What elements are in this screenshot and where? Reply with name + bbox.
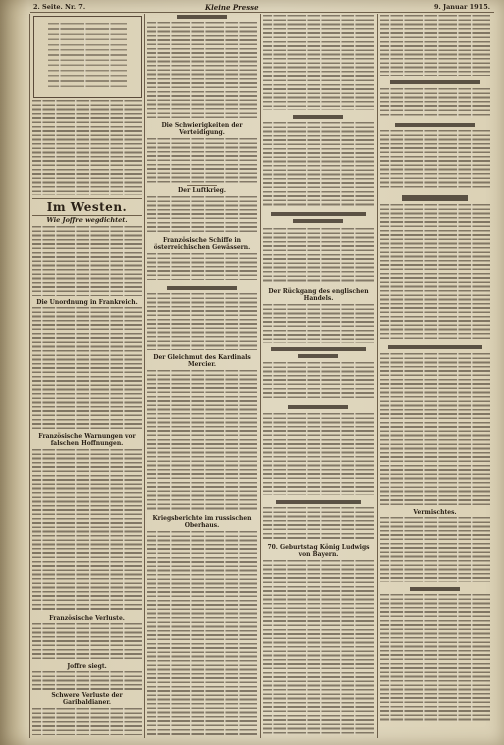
article-heading: Die Schwierigkeiten der Verteidigung. bbox=[161, 122, 243, 136]
article-heading bbox=[410, 587, 460, 591]
article-text bbox=[263, 560, 374, 735]
header-rule bbox=[30, 12, 494, 13]
article-text bbox=[380, 15, 490, 76]
article-text bbox=[32, 449, 142, 611]
article-text bbox=[147, 253, 257, 280]
article-text bbox=[380, 88, 490, 118]
article-text bbox=[32, 100, 142, 195]
article-text bbox=[32, 708, 142, 735]
poem-box bbox=[33, 16, 142, 98]
article-heading: Der Gleichmut des Kardinals Mercier. bbox=[153, 354, 251, 368]
article-heading bbox=[298, 354, 338, 358]
column-rule bbox=[144, 14, 145, 738]
column-rule bbox=[29, 14, 30, 738]
article-text bbox=[147, 370, 257, 511]
issue-date: 9. Januar 1915. bbox=[433, 3, 490, 11]
column-rule bbox=[260, 14, 261, 738]
article-text bbox=[263, 362, 374, 400]
article-heading: 70. Geburtstag König Ludwigs von Bayern. bbox=[267, 544, 370, 558]
article-text bbox=[263, 413, 374, 495]
article-text bbox=[147, 22, 257, 118]
article-heading: Der Luftkrieg. bbox=[178, 187, 226, 194]
article-separator bbox=[187, 185, 217, 186]
article-text bbox=[147, 138, 257, 183]
article-heading bbox=[395, 123, 475, 127]
article-heading: Schwere Verluste der Garibaldianer. bbox=[51, 692, 123, 706]
article-heading bbox=[288, 405, 348, 409]
article-heading: Die Unordnung in Frankreich. bbox=[36, 299, 138, 306]
section-rule bbox=[32, 198, 142, 199]
poem-text bbox=[48, 23, 127, 89]
column-rule bbox=[377, 14, 378, 738]
article-text bbox=[32, 226, 142, 296]
article-text bbox=[147, 531, 257, 735]
article-text bbox=[32, 307, 142, 430]
article-text bbox=[263, 228, 374, 284]
article-text bbox=[263, 507, 374, 540]
article-heading bbox=[167, 286, 237, 290]
article-heading: Der Rückgang des englischen Handels. bbox=[268, 288, 369, 302]
article-text bbox=[380, 130, 490, 188]
article-heading: Vermischtes. bbox=[413, 509, 457, 516]
article-heading bbox=[390, 80, 480, 84]
article-heading bbox=[388, 345, 482, 349]
article-heading bbox=[271, 347, 366, 351]
article-heading bbox=[271, 212, 366, 216]
article-text bbox=[32, 671, 142, 690]
article-text bbox=[380, 353, 490, 505]
page-label: 2. Seite. Nr. 7. bbox=[33, 3, 86, 11]
article-text bbox=[380, 517, 490, 582]
article-text bbox=[147, 196, 257, 233]
article-text bbox=[263, 304, 374, 343]
section-title: Im Westen. bbox=[46, 200, 128, 214]
article-heading: Kriegsberichte im russischen Oberhaus. bbox=[152, 515, 252, 529]
article-heading bbox=[293, 115, 343, 119]
article-text bbox=[32, 623, 142, 660]
article-heading bbox=[177, 15, 227, 19]
article-heading bbox=[276, 500, 361, 504]
masthead: Kleine Presse bbox=[205, 3, 259, 12]
article-text bbox=[263, 122, 374, 208]
article-heading: Französische Schiffe in österreichischen Gewässern. bbox=[153, 237, 251, 251]
article-text bbox=[263, 15, 374, 110]
article-text bbox=[380, 594, 490, 722]
article-text bbox=[380, 204, 490, 340]
article-heading: Wie Joffre wegdichtet. bbox=[46, 216, 128, 224]
article-heading: Französische Warnungen vor falschen Hoffnungen. bbox=[38, 433, 136, 447]
article-heading: Französische Verluste. bbox=[49, 615, 125, 622]
article-heading bbox=[293, 219, 343, 223]
article-text bbox=[147, 293, 257, 350]
article-heading bbox=[402, 195, 468, 201]
article-heading: Joffre siegt. bbox=[67, 663, 107, 670]
